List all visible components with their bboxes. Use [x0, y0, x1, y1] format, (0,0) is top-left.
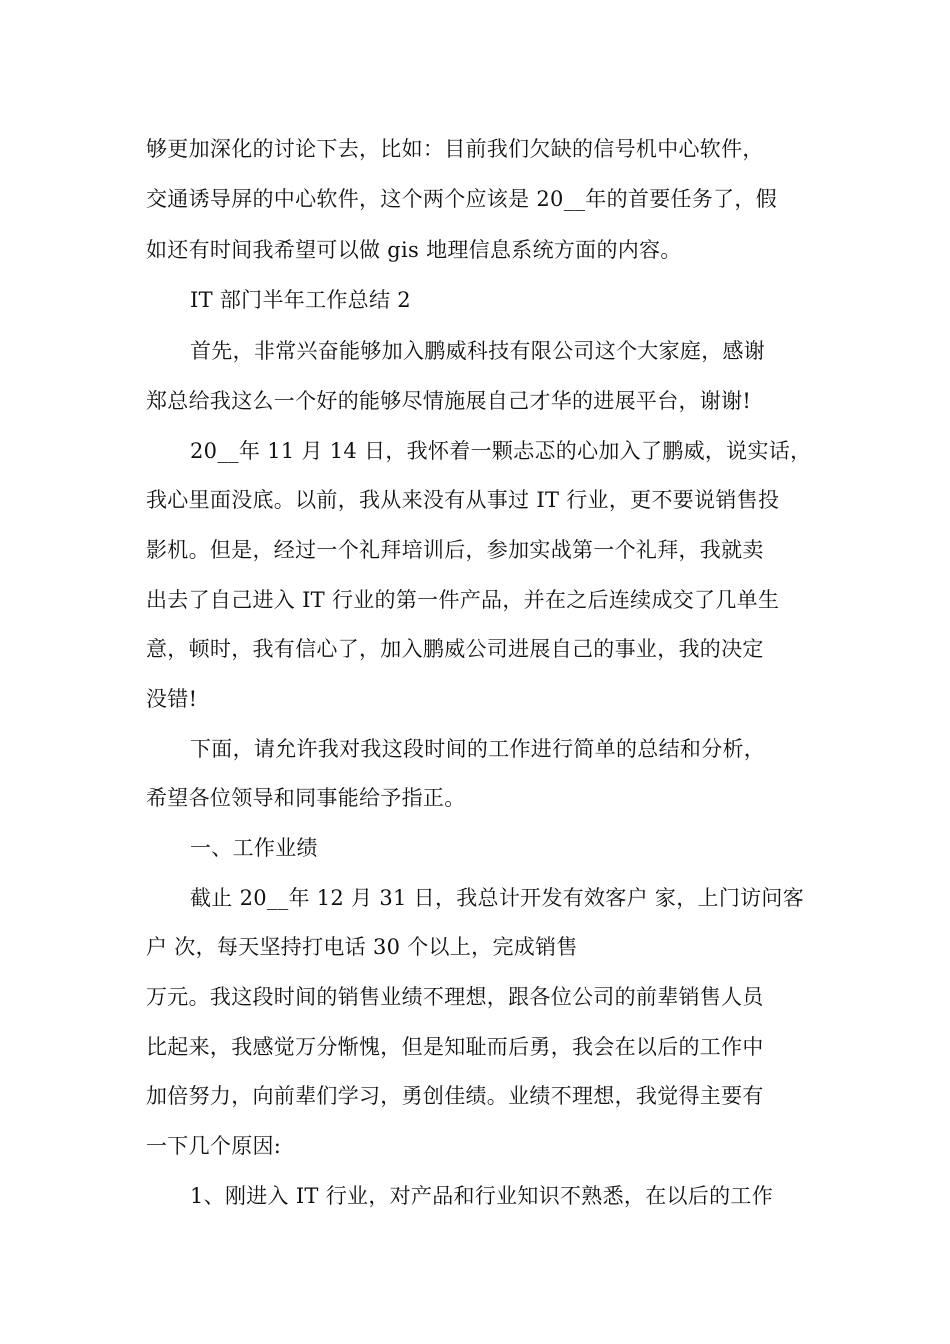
text-line: 加倍努力，向前辈们学习，勇创佳绩。业绩不理想，我觉得主要有: [146, 1084, 764, 1108]
text-line: 首先，非常兴奋能够加入鹏威科技有限公司这个大家庭，感谢: [190, 339, 766, 363]
text-line: 户 次，每天坚持打电话 30 个以上，完成销售: [146, 935, 578, 959]
text-line: 我心里面没底。以前，我从来没有从事过 IT 行业，更不要说销售投: [146, 488, 780, 512]
text-line: 一下几个原因:: [146, 1134, 282, 1158]
text-line: 没错!: [146, 687, 198, 711]
section-heading: 一、工作业绩: [190, 836, 318, 860]
text-line: 如还有时间我希望可以做 gis 地理信息系统方面的内容。: [146, 238, 682, 262]
text-line: 希望各位领导和同事能给予指正。: [146, 786, 466, 810]
text-line: 截止 20__年 12 月 31 日，我总计开发有效客户 家，上门访问客: [190, 886, 805, 910]
text-line: 20__年 11 月 14 日，我怀着一颗忐忑的心加入了鹏威，说实话，: [190, 439, 812, 463]
text-line: 下面，请允许我对我这段时间的工作进行简单的总结和分析，: [190, 737, 766, 761]
text-line: 出去了自己进入 IT 行业的第一件产品，并在之后连续成交了几单生: [146, 588, 780, 612]
text-line: 交通诱导屏的中心软件，这个两个应该是 20__年的首要任务了，假: [146, 187, 777, 211]
text-line: 影机。但是，经过一个礼拜培训后，参加实战第一个礼拜，我就卖: [146, 538, 764, 562]
text-line: 比起来，我感觉万分惭愧，但是知耻而后勇，我会在以后的工作中: [146, 1035, 764, 1059]
text-line: 万元。我这段时间的销售业绩不理想，跟各位公司的前辈销售人员: [146, 985, 764, 1009]
text-line: 郑总给我这么一个好的能够尽情施展自己才华的进展平台，谢谢!: [146, 389, 752, 413]
section-heading: IT 部门半年工作总结 2: [190, 288, 411, 312]
text-line: 够更加深化的讨论下去，比如：目前我们欠缺的信号机中心软件，: [146, 137, 764, 161]
text-line: 1、刚进入 IT 行业，对产品和行业知识不熟悉，在以后的工作: [190, 1184, 774, 1208]
text-line: 意，顿时，我有信心了，加入鹏威公司进展自己的事业，我的决定: [146, 637, 764, 661]
